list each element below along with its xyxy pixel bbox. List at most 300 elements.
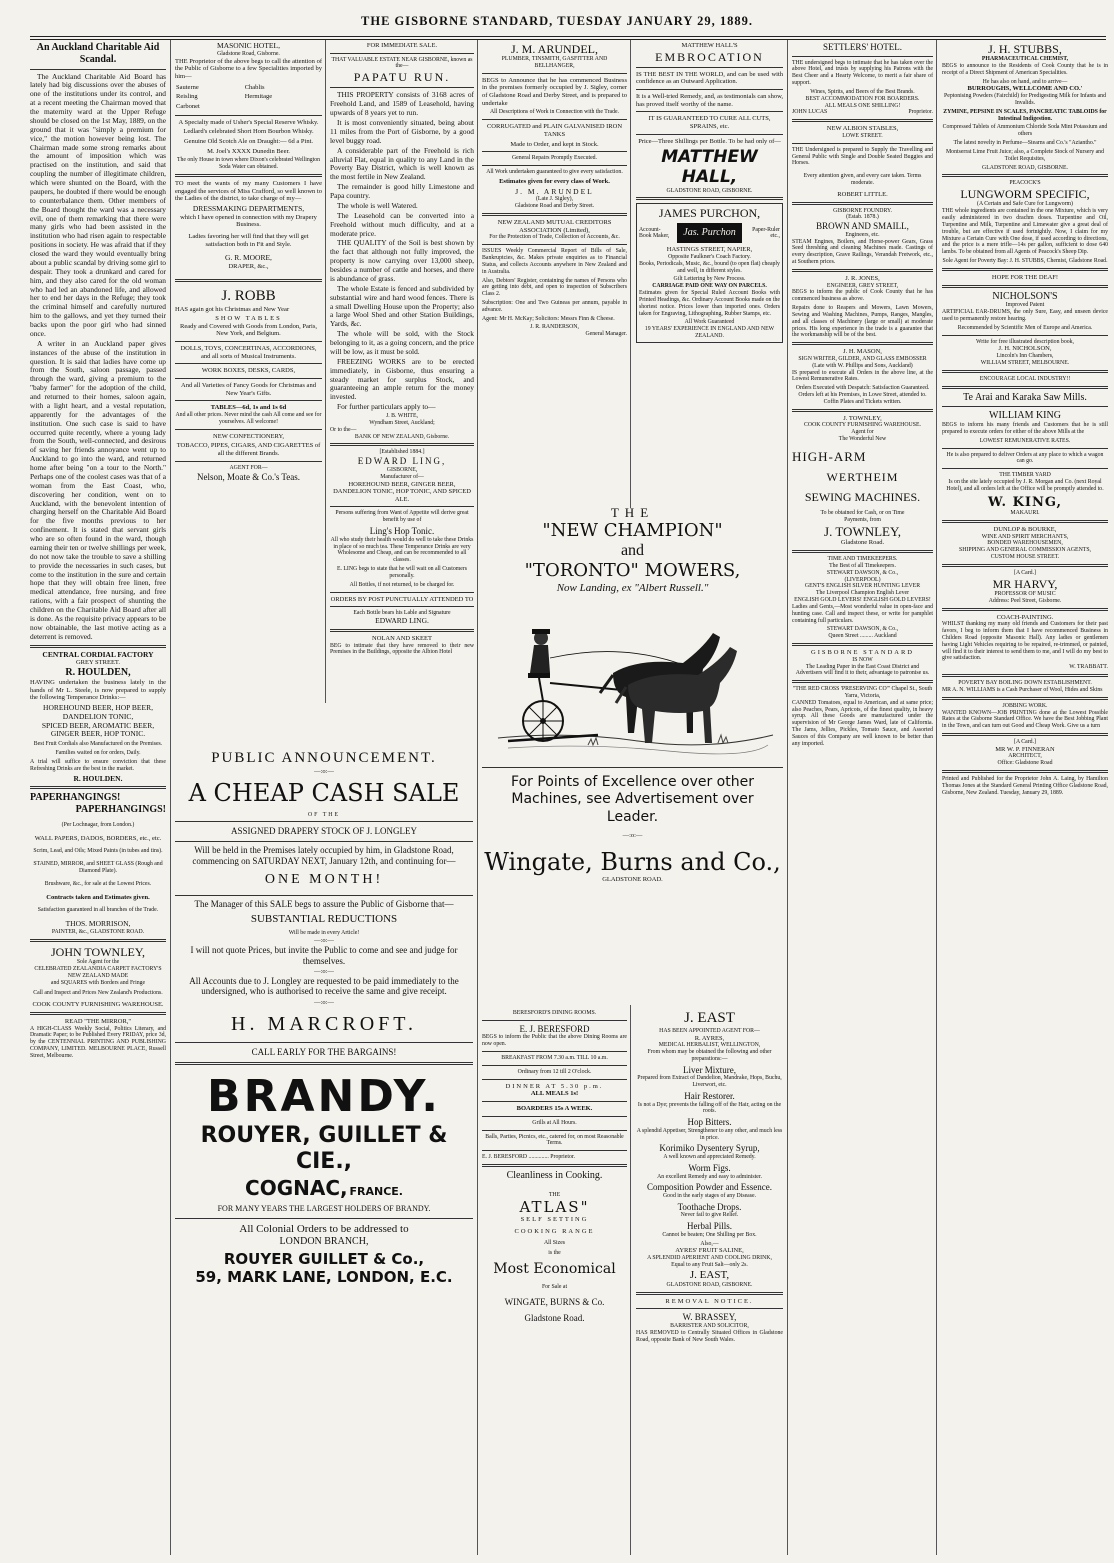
ad-line: GINGER BEER, HOP TONIC.	[50, 729, 146, 739]
ad-text: Estimates given for every class of Work.	[499, 177, 610, 185]
column-rule	[787, 40, 788, 1555]
mowers-ad: THE "NEW CHAMPION" and "TORONTO" MOWERS, Now Landing, ex "Albert Russell." For Points of Excellence over other Machines, see Advertisement over Leader. —:o:— Wingate, Burns and Co., GLADSTONE ROAD.	[482, 505, 783, 1000]
ad-text: M. Joel's XXXX Dunedin Beer.	[207, 147, 290, 155]
ad-text: And all Varieties of Fancy Goods for Christmas and New Year's Gifts.	[181, 382, 316, 397]
ad-text: HAS BEEN APPOINTED AGENT FOR—	[659, 1027, 760, 1034]
ad-sub: COOK COUNTY FURNISHING WAREHOUSE.	[804, 422, 921, 429]
ad-signature: E. J. BERESFORD .............. Proprietor.	[482, 1154, 575, 1161]
ad-signature: W. KING,	[987, 494, 1063, 510]
column-rule	[630, 40, 631, 508]
ad-text: The Best of all Timekeepers.	[829, 562, 896, 569]
ad-title: REMOVAL NOTICE.	[665, 1297, 754, 1305]
column-4	[482, 42, 627, 497]
ad-text: BEG to intimate that they have removed to their new Premises in the Buildings, opposite the Albion Hotel	[330, 642, 474, 656]
ad-name: PAPATU RUN.	[353, 70, 451, 85]
ad-text: BEGS to inform the public of Cook County that he has commenced business as above.	[792, 289, 933, 303]
ad-signature: STEWART DAWSON, & Co.,	[826, 626, 899, 633]
article-heading: An Auckland Charitable Aid Scandal.	[36, 42, 160, 65]
ad-text: Balls, Parties, Picnics, etc., catered for, on most Reasonable Terms.	[485, 1133, 624, 1147]
ad-name: EMBROCATION	[655, 49, 764, 64]
ad-text: SELF SETTING	[520, 1216, 589, 1224]
ad-text: From whom may be obtained the following and other preparations:—	[647, 1049, 772, 1062]
divider	[30, 69, 166, 70]
ad-text: DOLLS, TOYS, CONCERTINAS, ACCORDIONS, and all sorts of Musical Instruments.	[180, 345, 317, 360]
ad-text: Ready and Covered with Goods from London, Paris, New York, and Belgium.	[179, 322, 318, 338]
ad-text: BEST ACCOMMODATION FOR BOARDERS.	[805, 95, 920, 102]
ad-text: A splendid Appetiser, Strengthener to any other, and much less in price.	[636, 1127, 783, 1141]
ad-text: IS NOW	[852, 656, 873, 663]
ad-sub: Engineers, etc.	[845, 231, 880, 238]
divider	[30, 939, 166, 942]
column-1	[30, 42, 166, 1557]
purchon-ad	[636, 203, 783, 343]
ad-text: FREEZING WORKS are to be erected immediately, in Gisborne, thus ensuring a steady market for surplus Stock, and guaranteeing an ample return for the money invested.	[330, 356, 474, 402]
ad-text: WILLIAM STREET, MELBOURNE.	[980, 359, 1070, 366]
ad-title: POVERTY BAY BOILING DOWN ESTABLISHMENT.	[958, 680, 1092, 687]
column-6	[792, 42, 933, 1557]
ad-text: All who study their health would do well to take these Drinks in place of so much tea. These Temperance Drinks are very Wholesome and Cheap, and can be recommended to all classes.	[330, 536, 474, 564]
ad-name: R. AYRES,	[694, 1034, 725, 1042]
ad-name: EDWARD LING,	[357, 456, 447, 467]
brandy-france: FRANCE.	[349, 1184, 403, 1198]
ad-text: Queen Street ......... Auckland	[828, 633, 897, 640]
column-5	[636, 42, 783, 497]
ad-sub: MEDICAL HERBALIST, WELLINGTON,	[658, 1042, 761, 1049]
ad-text: All Work undertaken guaranteed to give every satisfaction.	[486, 169, 623, 176]
ad-headline: ONE MONTH!	[264, 872, 384, 888]
ad-text: All Descriptions of Work in Connection with the Trade.	[489, 109, 620, 116]
ad-text: Will be held in the Premises lately occupied by him, in Gladstone Road, commencing on SATURDAY NEXT, January 12th, and continuing for—	[192, 845, 456, 866]
ad-text: Call and Inspect and Prices New Zealand's Productions.	[33, 990, 163, 997]
ad-sub: Improved Patent	[1005, 302, 1045, 309]
ad-title: HOPE FOR THE DEAF!	[991, 273, 1059, 281]
ad-sub: THAT VALUABLE ESTATE NEAR GISBORNE, known as the—	[331, 56, 473, 70]
ad-text: COOK COUNTY FURNISHING WAREHOUSE.	[32, 1001, 164, 1009]
public-announcement: PUBLIC ANNOUNCEMENT. —:o:— A CHEAP CASH SALE OF THE ASSIGNED DRAPERY STOCK OF J. LONGLEY Will be held in the Premises lately occupied by him, in Gladstone Road, commencing on SATURDAY NEXT, January 12th, and continuing for— ONE MONTH! The Manager of this SALE begs to assure the Public of Gisborne that— SUBSTANTIAL REDUCTIONS Will be made in every Article! —:o:— I will not quote Prices, but invite the Public to come and see and judge for themselves. —:o:— All Accounts due to J. Longley are requested to be paid immediately to the undersigned, who is authorised to receive the same and give receipt. —:o:— H. MARCROFT. CALL EARLY FOR THE BARGAINS! BRANDY. ROUYER, GUILLET & CIE., COGNAC, FRANCE. FOR MANY YEARS THE LARGEST HOLDERS OF BRANDY. All Colonial Orders to be addressed to LONDON BRANCH, ROUYER GUILLET & Co., 59, MARK LANE, LONDON, E.C.	[175, 750, 473, 1510]
ad-text: And all other prices. Never mind the cash All come and see for yourselves. All welcome!	[175, 412, 322, 425]
ad-name: JOHN TOWNLEY,	[50, 944, 145, 959]
ad-signature: R. HOULDEN.	[73, 773, 123, 783]
column-rule	[477, 40, 478, 1555]
ad-signature: EDWARD LING.	[375, 616, 429, 626]
ad-text: An excellent Remedy and easy to administer.	[657, 1173, 762, 1180]
ad-text: GLADSTONE ROAD, GISBORNE.	[982, 164, 1068, 171]
ad-line: HOREHOUND BEER, HOP BEER,	[43, 702, 153, 712]
ad-text: Wines, Spirits, and Beers of the Best Brands.	[810, 88, 915, 95]
ad-text: Every attention given, and every care taken. Terms moderate.	[803, 173, 922, 187]
ad-text: Ledlard's celebrated Short Horn Bourbon Whisky.	[183, 128, 314, 136]
ad-text: Now Landing, ex "Albert Russell."	[556, 581, 709, 594]
ad-title: "THE RED CROSS 'PRESERVING CO'" Chapel St., South Yarra, Victoria,	[792, 686, 933, 699]
ad-signature: General Manager.	[585, 331, 627, 338]
ad-text: Persons suffering from Want of Appetite will derive great benefit by use of	[335, 510, 469, 524]
ad-signature: W. TRABBATT.	[1069, 664, 1108, 671]
column-rule	[936, 40, 937, 1555]
ad-text: TOBACCO, PIPES, CIGARS, AND CIGARETTES of all the different Brands.	[176, 442, 321, 458]
ad-line: DANDELION TONIC,	[62, 711, 134, 721]
column-7	[942, 42, 1108, 1557]
ad-name: MR HARVY,	[992, 576, 1058, 591]
ad-text: Orders Executed with Despatch: Satisfaction Guaranteed.	[795, 385, 930, 392]
ad-sub: ARCHITECT,	[1008, 753, 1042, 760]
ad-text: STEAM Engines, Boilers, and Horse-power Gears, Grass Seed threshing and cleaning Machines made. Castings of every description, Grave Railings, Verandah Fretwork, etc., at Southern prices.	[792, 238, 933, 266]
ad-title: GISBORNE STANDARD	[811, 649, 914, 657]
ad-title: JOBBING WORK.	[1002, 702, 1048, 709]
ad-text: Opposite Faulkner's Coach Factory.	[668, 253, 751, 260]
ad-line: Hair Restorer.	[684, 1090, 735, 1101]
ad-text: GENT'S ENGLISH SILVER HUNTING LEVER	[804, 583, 921, 590]
ad-title: CENTRAL CORDIAL FACTORY	[42, 649, 154, 659]
ad-text: Proprietor.	[908, 109, 933, 116]
ad-text: HAVING undertaken the business lately in the hands of Mr L. Steele, is now prepared to supply the following Temperance Drinks:—	[30, 678, 166, 702]
article-paragraph: The Auckland Charitable Aid Board has lately had big discussions over the abuses of one of the institutions under its control, and at a recent meeting the Chairman moved that the maternity ward at the Upper Refuge should be closed on the 1st May, 1889, on the ground that it was "simply a premium for vice," the motion however being lost. The Chairman made some strong remarks about the amount of imposition which was practised on the institution, and said that coupling the number of illegitimate children, which were shunted on the Board, with the paupers, he doubted if there would be enough to counterbalance them. Other members of the Board thought the ward was a necessary evil, one of them remarking that there were many girls who had been assisted in the institution who had risen again to respectable positions in society. He was afraid that if they closed the ward they would eventually bring about a public scandal by driving some girl to despair. They took a drunkard and cared for him, and they also cared for the old woman who had led an abandoned life, and allowed her to end her days in the Refuge; they took the criminal himself and carefully nurtured him to the gallows, and yet they turned their backs upon the poor girl who had sinned once.	[30, 71, 166, 338]
ad-text: E. LING begs to state that he will wait on all Customers personally.	[336, 566, 468, 579]
ad-text: HAS again got his Christmas and New Year	[175, 305, 290, 313]
beresford-ad	[482, 1010, 627, 1550]
ad-name: LUNGWORM SPECIFIC,	[960, 187, 1090, 202]
ad-text: The only House in town where Dixon's celebrated Wellington Soda Water can obtained.	[176, 157, 321, 171]
ad-text: All Sizes	[543, 1239, 566, 1246]
ad-text: ASSIGNED DRAPERY STOCK OF J. LONGLEY	[230, 826, 418, 837]
ad-signature: H. MARCROFT.	[231, 1012, 417, 1035]
ad-text: ZYMINE, PEPSINE IN SCALES, PANCREATIC TABLOIDS for Intestinal Indigestion.	[943, 108, 1107, 122]
ad-headline: "NEW CHAMPION"	[542, 520, 723, 542]
ad-title: FOR IMMEDIATE SALE.	[366, 42, 438, 49]
ad-text: It is a Well-tried Remedy, and, as testimonials can show, has proved itself worthy of the name.	[636, 93, 783, 108]
ad-text: IS THE BEST IN THE WORLD, and can be used with confidence as an Outward Application.	[636, 70, 783, 86]
ad-line: SPICED BEER, AROMATIC BEER,	[41, 720, 155, 730]
ad-text: GLADSTONE ROAD.	[602, 876, 663, 884]
ad-name: E. J. BERESFORD	[519, 1023, 590, 1034]
ad-signature: PAINTER, &c., GLADSTONE ROAD.	[51, 929, 145, 936]
ad-name: J. ROBB	[221, 287, 276, 304]
ad-text: COOKING RANGE	[514, 1228, 595, 1235]
ad-text: OF THE	[307, 811, 341, 818]
ad-text: Peptonising Powders (Fairchild) for Predigesting Milk for Infants and Invalids.	[944, 93, 1106, 106]
ad-headline: Wingate, Burns and Co.,	[484, 847, 781, 876]
ad-text: Sole Agent for Poverty Bay: J. H. STUBBS, Chemist, Gladstone Road.	[942, 258, 1108, 265]
ad-text: ISSUES Weekly Commercial Report of Bills of Sale, Bankruptcies, &c. Makes private enquiries as to Financial Status, and collects Accounts anywhere in New Zealand and in Australia.	[482, 248, 627, 275]
ad-text: Gladstone Road.	[524, 1313, 585, 1324]
ad-text: ALL MEALS 1s!	[530, 1090, 579, 1098]
ad-text: The Wonderful New	[838, 435, 887, 442]
ad-text: Paper-Ruler etc.,	[752, 226, 780, 240]
ad-text: All Accounts due to J. Longley are requested to be paid immediately to the undersigned, who is authorised to receive the same and give receipt.	[189, 975, 459, 997]
ad-text: Books, Periodicals, Music, &c., bound (to open flat) cheaply and well, in different styles.	[639, 260, 780, 274]
ad-text: Good in the early stages of any Disease.	[662, 1192, 757, 1199]
ad-text: DINNER AT 5.30 p.m.	[505, 1082, 604, 1090]
purchon-logo: Jas. Purchon	[677, 223, 741, 243]
ad-name: BROWN AND SMAILL,	[816, 221, 909, 232]
brandy-cognac: COGNAC,	[245, 1175, 348, 1200]
ad-headline: SEWING MACHINES.	[804, 490, 921, 505]
ad-name: DUNLOP & BOURKE,	[993, 525, 1057, 533]
ad-text: A considerable part of the Freehold is rich alluvial Flat, equal in quality to any Land in the Poverty Bay District, which is well known as the most fertile in New Zealand.	[330, 145, 474, 182]
ad-signature: DRAPER, &c.,	[228, 263, 269, 271]
ad-signature: THOS. MORRISON,	[65, 919, 131, 929]
brandy-title: BRANDY.	[207, 1070, 441, 1122]
ad-line: Liver Mixture,	[683, 1064, 736, 1075]
ad-text: GLADSTONE ROAD, GISBORNE.	[666, 1281, 753, 1288]
ad-line: AYRES' FRUIT SALINE,	[675, 1247, 744, 1255]
ad-text: BEGS to announce to the Residents of Cook County that he is in receipt of a Direct Shipment of American Specialities.	[942, 62, 1108, 76]
ad-text: To be obtained for Cash, or on Time	[820, 510, 905, 517]
ad-headline: "TORONTO" MOWERS,	[524, 560, 741, 582]
ad-title: MATTHEW HALL'S	[681, 42, 738, 49]
ad-text: Gilt Lettering by New Process.	[673, 276, 746, 283]
ad-text: WORK BOXES, DESKS, CARDS,	[201, 367, 296, 375]
ad-signature: J. M. ARUNDEL	[515, 186, 594, 196]
ad-title: NEW ZEALAND MUTUAL CREDITORS ASSOCIATION (Limited),	[497, 219, 612, 234]
ad-text: THE Proprietor of the above begs to call the attention of the Public of Gisborne to a few Specialities imported by him—	[175, 57, 322, 80]
ad-text: WINE AND SPIRIT MERCHANTS,	[981, 533, 1069, 540]
ad-text: The remainder is good hilly Limestone and Papa country.	[330, 182, 474, 201]
ad-text: IT IS GUARANTEED TO CURE ALL CUTS, SPRAINS, etc.	[648, 115, 771, 131]
ad-text: Made to Order, and kept in Stock.	[510, 140, 599, 148]
ad-text: ALL MEALS ONE SHILLING!	[824, 102, 901, 109]
ad-text: Scrim, Lead, and Oils; Mixed Paints (in tubes and tins).	[33, 848, 163, 855]
ad-title: GISBORNE FOUNDRY.	[833, 207, 892, 214]
ad-text: Estimates given for Special Ruled Account Books with Printed Headings, &c. Ordinary Account Books made on the shortest notice. Prices lower than imported ones. Orders taken for Engraving, Lithographing, Rubber Stamps, etc.	[639, 290, 780, 317]
ad-signature: MATTHEW HALL,	[661, 147, 758, 188]
ad-text: Write for free illustrated description book,	[976, 338, 1074, 345]
ad-title: COACH-PAINTING.	[996, 613, 1054, 621]
ad-text: THE undersigned begs to intimate that he has taken over the above Hotel, and trusts by supplying his Patrons with the Best Cheer and a Hearty Welcome, to merit a fair share of support.	[792, 59, 933, 87]
ad-text: All Colonial Orders to be addressed to	[239, 1222, 409, 1235]
ad-text: BREAKFAST FROM 7.30 a.m. TILL 10 a.m.	[501, 1055, 608, 1062]
ad-text: Address: Peel Street, Gisborne.	[988, 597, 1062, 604]
ad-text: The Manager of this SALE begs to assure the Public of Gisborne that—	[194, 898, 454, 909]
ad-sub: PROFESSOR OF MUSIC	[994, 590, 1056, 597]
ad-line: Hop Bitters.	[687, 1117, 732, 1128]
ad-text: Cannot be beaten; One Shilling per Box.	[662, 1231, 757, 1238]
ad-text: A SPLENDID APERIENT AND COOLING DRINK,	[647, 1255, 772, 1262]
ad-text: WALL PAPERS, DADOS, BORDERS, etc., etc.	[34, 834, 162, 842]
ad-text: Compressed Tablets of Ammonium Chloride Soda Mint Potassium and others	[942, 124, 1108, 138]
ad-name: NICHOLSON'S	[992, 290, 1058, 302]
ad-name: J. H. STUBBS,	[988, 42, 1062, 56]
ad-title: SETTLERS' HOTEL.	[822, 42, 903, 52]
ad-sub: For the Protection of Trade, Collection of Accounts, &c.	[489, 234, 620, 241]
ad-name: J. R. JONES,	[845, 274, 880, 282]
ad-text: Will be made in every Article!	[288, 930, 360, 937]
ad-text: IS prepared to execute all Orders in the above line, at the Lowest Remunerative Rates.	[792, 369, 933, 383]
ad-text: BEGS to Announce that he has commenced Business in the premises formerly occupied by J. Sigley, corner of Gladstone Road and Derby Street, and is prepared to undertake	[482, 76, 627, 107]
column-2	[175, 42, 322, 757]
ad-text: The whole Estate is fenced and subdivided by substantial wire and hard wood fences. There is a small Dwelling House upon the Property; also a large Wool Shed and other Station Buildings, Yards, &c.	[330, 283, 474, 329]
ad-title: NOLAN AND SKEET	[372, 634, 432, 642]
ad-text: Families waited on for orders, Daily.	[55, 750, 141, 757]
ad-text: HOREHOUND BEER, GINGER BEER, DANDELION TONIC, HOP TONIC, AND SPICED ALE.	[333, 480, 471, 503]
ad-name: J. EAST	[684, 1010, 735, 1026]
ad-text: Montserrat Lime Fruit Juice; also, a Complete Stock of Nursery and Toilet Requisites,	[946, 148, 1104, 162]
ad-text: Ladies and Gents,—Most wonderful value in open-face and hunting case. Call and inspect these, or write for pamphlet containing full particulars.	[792, 603, 933, 624]
ad-name: WILLIAM KING	[989, 410, 1061, 422]
ad-text: STAINED, MIRROR, and SHEET GLASS (Rough and Diamond Plate).	[33, 861, 163, 875]
divider	[30, 1012, 166, 1015]
ad-title: PUBLIC ANNOUNCEMENT.	[211, 750, 437, 766]
ad-sub: ENGINEER, GREY STREET,	[826, 282, 899, 289]
ad-sub: (Estab. 1878.)	[846, 214, 879, 221]
ad-text: He is also prepared to deliver Orders at any place to which a wagon can go.	[946, 451, 1104, 465]
ad-name: J. H. MASON,	[843, 348, 882, 356]
ad-text: For Sale at	[541, 1283, 568, 1290]
ad-text: Is not a Dye; prevents the falling off of the Hair, acting on the roots.	[637, 1101, 782, 1115]
ad-text: CARRIAGE PAID ONE WAY ON PARCELS.	[652, 283, 767, 290]
ad-sub: [A Card.]	[1014, 569, 1036, 576]
ad-text: SHIPPING AND GENERAL COMMISSION AGENTS,	[959, 547, 1091, 554]
ad-text: Prepared from Extract of Dandelion, Mandrake, Hops, Buchu, Liverwort, etc.	[637, 1075, 782, 1089]
ad-line: Herbal Pills.	[687, 1221, 732, 1232]
wine-list: Sauterne Chablis Reisling Hermitage Carbonet	[176, 83, 273, 110]
ad-headline: Most Economical	[493, 1261, 616, 1278]
ad-text: Grills at All Hours.	[532, 1119, 577, 1126]
ad-text: For Points of Excellence over other Machines, see Advertisement over Leader.	[511, 773, 754, 825]
ad-text: THE QUALITY of the Soil is best shown by the fact that although not fully improved, the property is now carrying over 13,000 sheep, besides a number of cattle and horses, and there is abundance of grass.	[330, 238, 474, 283]
ad-line: Ling's Hop Tonic.	[369, 526, 435, 537]
ad-signature: J. H. NICHOLSON,	[998, 345, 1052, 353]
ad-text: BEGS to inform the Public that the above Dining Rooms are now open.	[482, 1034, 627, 1048]
divider	[30, 645, 166, 648]
ad-name: STEWART DAWSON, & Co.,	[826, 569, 899, 576]
ad-text: THE	[610, 505, 655, 520]
ad-text: Sole Agent for the	[76, 959, 120, 966]
ad-text: General Repairs Promptly Executed.	[512, 155, 597, 162]
ad-signature: J. EAST,	[689, 1268, 730, 1281]
ad-text: The Liverpool Champion English Lever	[815, 590, 910, 597]
ad-headline: ATLAS"	[519, 1197, 590, 1216]
ad-text: and SQUARES with Borders and Fringe	[50, 979, 146, 986]
ad-text: Never fail to give Relief.	[680, 1212, 739, 1219]
ad-text: Best Fruit Cordials also Manufactured on the Premises.	[33, 741, 163, 748]
ad-title: READ "THE MIRROR,"	[64, 1017, 132, 1025]
ad-text: CORRUGATED and PLAIN GALVANISED IRON TANKS	[486, 123, 623, 138]
ad-sub: BERESFORD'S DINING ROOMS.	[512, 1010, 597, 1016]
ad-text: The Leasehold can be converted into a Freehold without much difficulty, and at a moderate price.	[330, 210, 474, 238]
ad-sub: PLUMBER, TINSMITH, GASFITTER AND BELLHANGER,	[501, 56, 608, 69]
ad-text: A trial will suffice to ensure conviction that these Refreshing Drinks are the best in the market.	[30, 758, 166, 772]
ad-signature: J. R. RANDERSON,	[530, 324, 579, 331]
ad-text: HAS REMOVED to Centrally Situated Offices in Gladstone Road, opposite Bank of New South Wales.	[636, 1329, 783, 1343]
article-paragraph: A writer in an Auckland paper gives instances of the abuse of the institution in question. It is said that ladies have come up from the South, saloon passage, passed through the ward, giving a premium to the "baby farmer" for the adoption of the child, and returned to their homes, saloon again, with a light heart, and a vestal reputation, apparently for the advantages of the institution. One such case is said to have occurred quite recently, where a young lady from the South, well-connected, and desirous of saving her friends annoyance went up to Auckland to go into the ward, and returned home after being "on a tour to the North." Perhaps one of the coolest cases was that of a woman from the East Coast, who, discovering her condition, went on to Auckland, with the benevolent intention of charging herself on the Charitable Aid Board for the five months previous to her confinement. It is stated that servant girls who are so often found in the ward, though earning their ten or twelve shillings per week, do not now take the trouble to save a shilling to provide the necessaries in such cases, but come to the institution in the sure and certain hope that they will obtain free linen, free medical attendance, free nursing, and free rations, with a fair prospect of shunting the children on the Charitable Aid Board after all is done. As the requisite privacy appears to be now obtainable, the last motive acting as a deterrent is removed.	[30, 338, 166, 641]
ad-title: PAPERHANGINGS!	[75, 804, 166, 816]
ad-text: (Late with W. Phillips and Sons, Auckland)	[812, 362, 913, 369]
ad-title: Cleanliness in Cooking.	[506, 1170, 603, 1182]
ad-text: Nelson, Moate & Co.'s Teas.	[196, 471, 301, 482]
ad-text: and	[620, 541, 645, 559]
ad-text: NEW CONFECTIONERY,	[213, 432, 284, 440]
ad-sub: PHARMACEUTICAL CHEMIST,	[981, 56, 1069, 63]
ad-name: J. TOWNLEY,	[843, 414, 882, 422]
ad-line: Korimiko Dysentery Syrup,	[659, 1143, 760, 1154]
masthead-rule	[30, 36, 1106, 40]
ad-sub: SIGN WRITER, GILDER, AND GLASS EMBOSSER	[798, 355, 927, 362]
ad-text: The latest novelty in Perfume—Stearns and Co.'s "Aziantho."	[953, 140, 1097, 147]
ad-text: Ladies favoring her will find that they will get satisfaction both in Fit and Style.	[188, 233, 309, 248]
ad-text: Agent: Mr H. McKay; Solicitors: Messrs Finn & Cheese.	[482, 315, 615, 322]
ad-text: (Per Lochnagar, from London.)	[61, 821, 135, 828]
ad-title: ENCOURAGE LOCAL INDUSTRY!!	[979, 375, 1071, 382]
ad-text: Agent for	[851, 429, 874, 436]
ad-text: HASTINGS STREET, NAPIER,	[666, 246, 753, 254]
ad-text: Each Bottle bears his Lable and Signature	[353, 610, 451, 617]
ad-text: Gladstone Road.	[840, 539, 885, 547]
ad-title: Te Arai and Karaka Saw Mills.	[963, 391, 1087, 403]
ad-title: MASONIC HOTEL,	[217, 42, 280, 50]
ad-text: FOR MANY YEARS THE LARGEST HOLDERS OF BRANDY.	[217, 1204, 431, 1214]
ad-text: The whole will be sold, with the Stock belonging to it, as a going concern, and the price will be low, as it must be sold.	[330, 329, 474, 356]
ad-line: TABLES—6d, 1s and 1s 6d	[210, 404, 287, 412]
masthead-title: THE GISBORNE STANDARD, TUESDAY JANUARY 29, 1889.	[361, 14, 753, 28]
ad-sub: Gladstone Road, Gisborne.	[217, 50, 280, 57]
ad-text: THIS PROPERTY consists of 3168 acres of Freehold Land, and 1589 of Leasehold, having upwards of 8 years yet to run.	[330, 90, 474, 118]
ad-text: The whole is well Watered.	[337, 200, 418, 210]
ad-text: CUSTOM HOUSE STREET.	[990, 554, 1060, 561]
ad-text: I will not quote Prices, but invite the Public to come and see and judge for themselves.	[190, 944, 458, 966]
ad-text: Subscription: One and Two Guineas per annum, payable in advance.	[482, 299, 627, 313]
ad-text: WINGATE, BURNS & Co.	[504, 1296, 605, 1307]
ad-text: BEGS to inform his many friends and Customers that he is still prepared to execute orders for either of the above Mills at the	[942, 422, 1108, 435]
ad-text: Contracts taken and Estimates given.	[46, 893, 150, 901]
east-ad	[636, 1010, 783, 1550]
column-rule	[325, 40, 326, 703]
ad-name: R. HOULDEN,	[65, 667, 131, 679]
ad-text: WANTED KNOWN—JOB PRINTING done at the Lowest Possible Rates at the Gisborne Standard Office. We have the Best Jobbing Plant in the Town, and can turn out Good and Cheap Work. Give us a turn	[942, 709, 1108, 730]
ad-text: Price—Three Shillings per Bottle. To be had only of—	[638, 137, 781, 145]
ad-name: MR W. P. FINNERAN	[995, 745, 1055, 753]
ad-text: THE	[548, 1191, 561, 1198]
ad-sub: [A Card.]	[1014, 738, 1036, 745]
ad-text: CALL EARLY FOR THE BARGAINS!	[251, 1047, 397, 1058]
ad-text: GLADSTONE ROAD, GISBORNE.	[666, 187, 753, 194]
ad-line: DRESSMAKING DEPARTMENTS,	[192, 203, 305, 213]
ad-line: Toothache Drops.	[677, 1201, 742, 1212]
ad-text: TO meet the wants of my many Customers I have engaged the services of Miss Crafford, so well known to the Ladies of the district, to take charge of my—	[175, 179, 322, 203]
ad-text: THE whole ingredients are contained in the one Mixture, which is very easily administered in two drachm doses. Turpentine and Oil, Turpentine and Milk, Turpentine and Limewater give a great deal of trouble, but are effective if used fortnightly. Now, I claim for my Mixture a Certain Cure with One dose, if used according to directions, and the price is a mere trifle—14s per gallon, sufficient to dose 640 lambs. To be obtained from all Agents of Peacock's Sheep Dip.	[942, 208, 1108, 256]
ad-text: ENGLISH GOLD LEVERS! ENGLISH GOLD LEVERS!	[794, 597, 931, 604]
ad-headline: WERTHEIM	[826, 470, 899, 485]
ad-headline: HIGH-ARM	[792, 448, 867, 464]
column-rule	[630, 1005, 631, 1555]
ad-text: Payments, from	[844, 517, 881, 524]
ad-signature: JOHN LUCAS	[792, 109, 828, 116]
ad-title: NEW ALBION STABLES,	[826, 125, 899, 133]
ad-name: J. M. ARUNDEL,	[510, 42, 598, 56]
ad-title: PAPERHANGINGS!	[30, 792, 121, 804]
ad-text: CANNED Tomatoes, equal to American, and at same price; also Peaches, Pears, Apricots, of the finest quality, in heavy syrup. All these Goods are manufactured under the supervision of Mr George James Ward, late of California. The Jams, Jellies, Pickles, Tomato Sauce, and Assorted Sauces of this Company are well known to be better than any imported.	[792, 699, 933, 747]
ad-signature: ROBERT LITTLE.	[837, 190, 888, 198]
ad-text: Office: Gladstone Road	[997, 760, 1053, 767]
ad-sub: (LIVERPOOL)	[844, 576, 881, 583]
ad-text: A well known and appreciated Remedy.	[663, 1154, 756, 1161]
ad-text: THE Undersigned is prepared to Supply the Travelling and General Public with Single and Double Seated Buggies and Horses.	[792, 146, 933, 167]
ad-text: Also,—	[700, 1240, 719, 1247]
ad-text: ROUYER GUILLET & Co.,	[223, 1250, 425, 1269]
ad-text: 59, MARK LANE, LONDON, E.C.	[195, 1268, 453, 1287]
ad-text: Or to the—	[330, 426, 357, 433]
ad-text: THE TIMBER YARD	[999, 472, 1051, 479]
ad-sub: Manufacturer of—	[380, 473, 424, 480]
ad-line: SHOW TABLES	[215, 315, 282, 323]
ad-text: BURROUGHS, WELLCOME AND CO.'	[967, 85, 1083, 93]
ad-text: ARTIFICIAL EAR-DRUMS, the only Sure, Easy, and unseen device used to permanently restore hearing.	[942, 309, 1108, 322]
ad-text: For further particulars apply to—	[337, 402, 436, 412]
column-rule	[170, 40, 171, 1555]
ad-title: TIME AND TIMEKEEPERS.	[827, 556, 898, 563]
mower-illustration	[488, 603, 778, 763]
ad-text: Ordinary from 12 till 2 O'clock.	[517, 1068, 592, 1075]
ad-text: BANK OF NEW ZEALAND, Gisborne.	[354, 433, 450, 440]
